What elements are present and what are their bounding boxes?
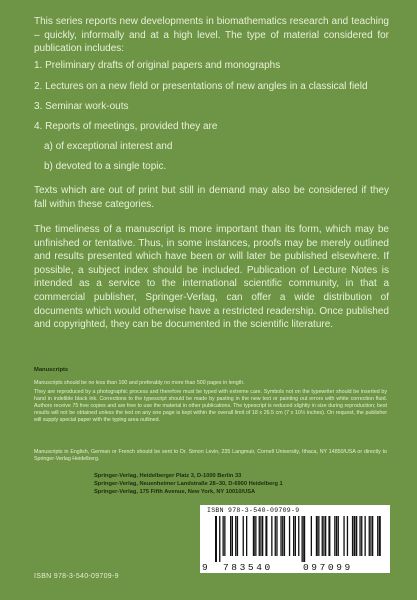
- barcode-bar: [322, 516, 323, 556]
- barcode-bar: [343, 516, 344, 556]
- barcode-bar: [265, 516, 267, 556]
- barcode-bar: [289, 516, 290, 556]
- barcode-bar: [275, 516, 276, 556]
- barcode-bar: [232, 516, 233, 556]
- barcode-bar: [262, 516, 263, 556]
- barcode-bar: [293, 516, 294, 556]
- barcode-bar: [311, 516, 312, 556]
- barcode-bar: [379, 516, 381, 556]
- barcode-bar: [298, 516, 299, 556]
- barcode-bar: [316, 516, 318, 556]
- barcode-bar: [338, 516, 339, 556]
- barcode-bar: [235, 516, 236, 556]
- list-item-3: 3. Seminar work-outs: [34, 101, 129, 112]
- barcode-bar: [369, 516, 370, 556]
- out-of-print-paragraph: Texts which are out of print but still in demand may also be considered if they fall within these categories.: [34, 185, 389, 210]
- barcode-bar: [361, 516, 362, 556]
- barcode-bar: [370, 516, 371, 556]
- timeliness-paragraph: The timeliness of a manuscript is more important than its form, which may be unfinished or tentative. Thus, in some instances, proofs may be merely outlined and results presented which have been or will later be published elsewhere. If possible, a subject index should be included. Publication of Lecture Notes is intended as a service to the international scientific community, in that a commercial publisher, Springer-Verlag, can offer a wide distribution of documents which would otherwise have a restricted readership. Once published and copyrighted, they can be documented in the scientific literature.: [34, 224, 389, 331]
- barcode-bar: [303, 516, 305, 562]
- series-intro: This series reports new developments in biomathematics research and teaching – quickly, informally and at a high level. The type of material considered for publication includes:: [34, 16, 389, 55]
- barcode-bar: [246, 516, 247, 556]
- barcode-first-digit: 9: [202, 562, 208, 573]
- barcode-bar: [219, 516, 220, 562]
- manuscripts-submission: Manuscripts in English, German or French should be sent to Dr. Simon Levin, 235 Langmuir, Cornell University, Ithaca, NY 14850/USA or directly to Springer-Verlag Heidelberg.: [34, 449, 387, 462]
- barcode-bar: [255, 516, 256, 556]
- list-item-1: 1. Preliminary drafts of original papers and monographs: [34, 60, 281, 71]
- barcode-bar: [323, 516, 324, 556]
- barcode-bar: [328, 516, 330, 556]
- barcode-bar: [237, 516, 238, 556]
- barcode-bar: [276, 516, 277, 556]
- address-berlin: Springer-Verlag, Heidelberger Platz 3, D-1000 Berlin 33: [94, 473, 242, 479]
- address-heidelberg: Springer-Verlag, Neuenheimer Landstraße 28–30, D-6900 Heidelberg 1: [94, 481, 283, 487]
- barcode-bar: [336, 516, 337, 556]
- barcode-bar: [356, 516, 357, 556]
- barcode-bar: [377, 516, 378, 556]
- barcode-bar: [365, 516, 366, 556]
- barcode-bar: [282, 516, 283, 556]
- barcode-isbn: ISBN 978-3-540-09709-9: [207, 507, 300, 514]
- barcode-bar: [372, 516, 373, 556]
- barcode-bar: [334, 516, 335, 556]
- manuscripts-length: Manuscripts should be no less than 100 and preferably no more than 500 pages in length.: [34, 380, 245, 386]
- barcode-bar: [280, 516, 281, 556]
- barcode-bar: [260, 516, 261, 556]
- list-item-4: 4. Reports of meetings, provided they are: [34, 121, 218, 132]
- barcode-bar: [259, 516, 260, 556]
- barcode-bar: [318, 516, 319, 556]
- barcode-bar: [325, 516, 326, 556]
- barcode-bar: [223, 516, 224, 556]
- barcode-bar: [284, 516, 285, 556]
- barcode-right-digits: 097099: [303, 562, 353, 573]
- barcode-bar: [215, 516, 217, 562]
- address-new-york: Springer-Verlag, 175 Fifth Avenue, New York, NY 10010/USA: [94, 489, 256, 495]
- manuscripts-heading: Manuscripts: [34, 367, 69, 373]
- barcode-bar: [354, 516, 356, 556]
- barcode-bar: [302, 516, 303, 562]
- barcode-bar: [224, 516, 225, 556]
- manuscripts-instructions: They are reproduced by a photographic process and therefore must be typed with extreme care. Symbols not on the typewriter should be inserted by hand in indelible black ink. Corrections to the typescript should be made by pasting in the new text or painting out errors with white correction fluid. Authors receive 75 free copies and are free to use the material in other publications. The typescript is reduced slightly in size during reproduction; best results will not be obtained unless the text on any one page is kept within the overall limit of 18 x 26.5 cm (7 x 10½ inches). On request, the publisher will supply special paper with the typing area outlined.: [34, 389, 387, 423]
- barcode: [207, 516, 385, 562]
- isbn-footer: ISBN 978-3-540-09709-9: [34, 573, 119, 580]
- barcode-bar: [230, 516, 231, 556]
- list-item-2: 2. Lectures on a new field or presentations of new angles in a classical field: [34, 81, 368, 92]
- barcode-bar: [352, 516, 353, 556]
- barcode-bar: [347, 516, 348, 556]
- sublist-item-b: b) devoted to a single topic.: [44, 161, 167, 172]
- sublist-item-a: a) of exceptional interest and: [44, 141, 173, 152]
- barcode-bar: [243, 516, 244, 556]
- barcode-bar: [295, 516, 296, 556]
- barcode-bar: [253, 516, 255, 556]
- barcode-left-digits: 783540: [223, 562, 273, 573]
- barcode-bar: [359, 516, 360, 556]
- barcode-bar: [271, 516, 272, 556]
